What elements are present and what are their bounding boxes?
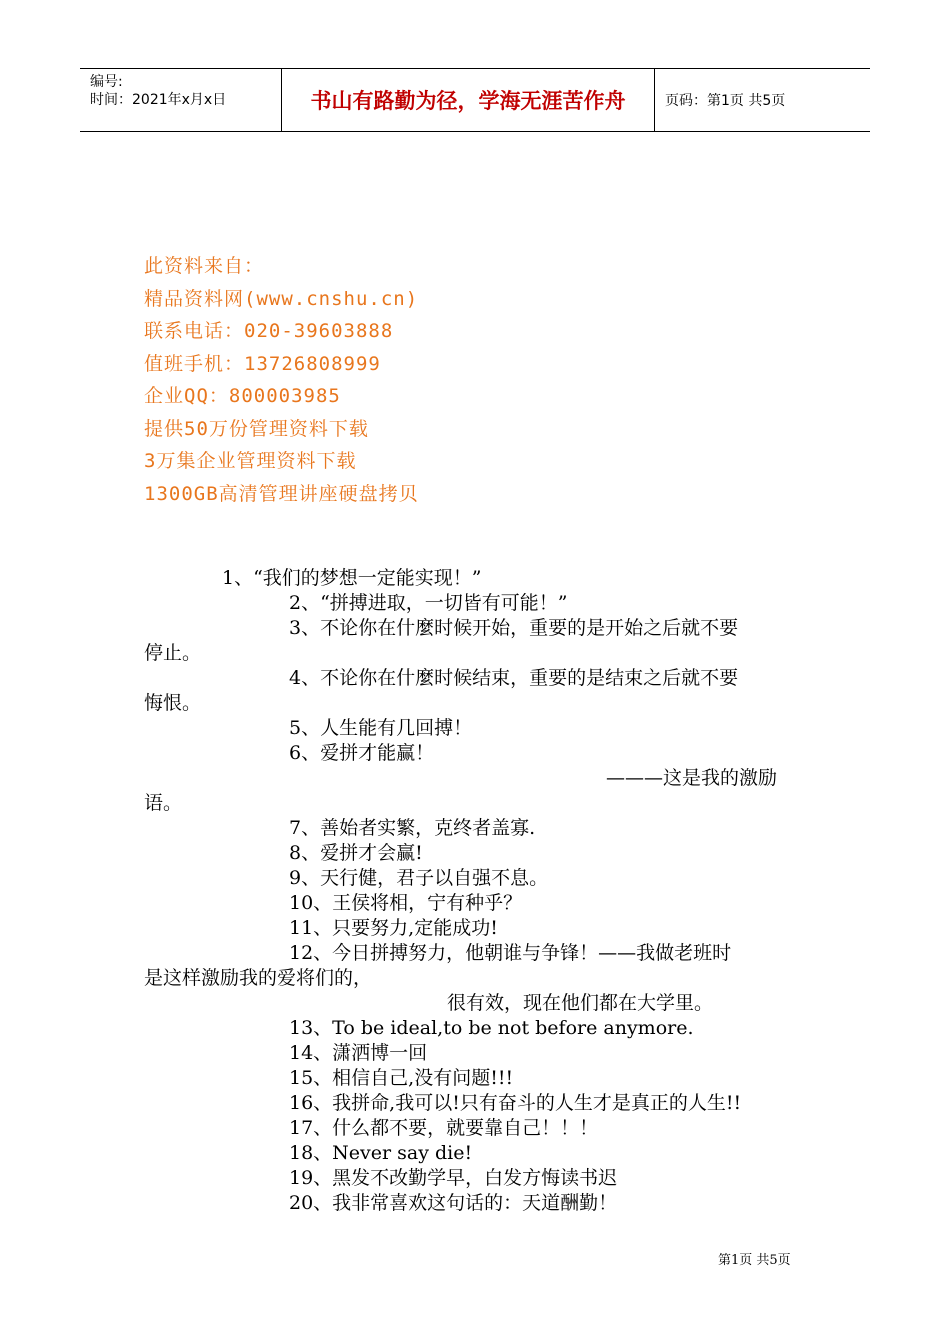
list-item: 10、王侯将相，宁有种乎？: [289, 892, 523, 914]
header-meta-cell: [80, 69, 282, 131]
info-line: 提供50万份管理资料下载: [144, 417, 369, 440]
list-item: 20、我非常喜欢这句话的：天道酬勤！: [289, 1192, 618, 1214]
time-label: 时间：2021年x月x日: [90, 92, 227, 108]
list-item: 18、Never say die!: [289, 1142, 473, 1164]
list-item-cont: 停止。: [144, 642, 202, 664]
list-item: 12、今日拼搏努力，他朝谁与争锋！——我做老班时: [289, 942, 732, 964]
number-label: 编号:: [90, 74, 123, 90]
header-motto-cell: [282, 69, 655, 131]
info-line: 1300GB高清管理讲座硬盘拷贝: [144, 482, 419, 505]
list-item-cont: 悔恨。: [144, 692, 202, 714]
info-line: 值班手机：13726808999: [144, 352, 381, 375]
list-item: 6、爱拼才能赢！: [289, 742, 435, 764]
header-table: [80, 68, 870, 132]
list-item: 16、我拼命,我可以!只有奋斗的人生才是真正的人生!!: [289, 1092, 742, 1114]
page-info: 页码：第1页 共5页: [665, 93, 786, 109]
list-item: 1、“我们的梦想一定能实现！”: [222, 567, 482, 589]
page-footer: 第1页 共5页: [718, 1253, 791, 1268]
info-line: 此资料来自：: [144, 255, 265, 277]
list-item: 4、不论你在什麼时候结束，重要的是结束之后就不要: [289, 667, 739, 689]
list-item: 19、黑发不改勤学早，白发方悔读书迟: [289, 1167, 618, 1189]
list-item: 2、“拼搏进取，一切皆有可能！”: [289, 592, 568, 614]
list-item: 13、To be ideal,to be not before anymore.: [289, 1017, 694, 1039]
list-item: 9、天行健，君子以自强不息。: [289, 867, 549, 889]
info-line: 联系电话：020-39603888: [144, 320, 394, 342]
list-item: 17、什么都不要，就要靠自己！！！: [289, 1117, 599, 1139]
list-item: 11、只要努力,定能成功!: [289, 917, 498, 939]
info-line: 精品资料网(www.cnshu.cn): [144, 287, 419, 310]
source-info-block: [144, 250, 419, 510]
list-item: 3、不论你在什麼时候开始，重要的是开始之后就不要: [289, 617, 739, 639]
list-item-cont: 是这样激励我的爱将们的，: [144, 967, 373, 989]
list-item: 5、人生能有几回搏！: [289, 717, 473, 739]
info-line: 企业QQ：800003985: [144, 385, 341, 407]
list-item: 15、相信自己,没有问题!!!: [289, 1067, 514, 1089]
list-item: 7、善始者实繁，克终者盖寡.: [289, 817, 536, 839]
info-line: 3万集企业管理资料下载: [144, 450, 357, 472]
list-item: 14、潇洒博一回: [289, 1042, 428, 1064]
list-item-cont: ———这是我的激励: [606, 767, 778, 789]
list-item-cont: 很有效，现在他们都在大学里。: [447, 992, 714, 1014]
header-page-cell: [655, 69, 870, 131]
list-item: 8、爱拼才会赢!: [289, 842, 423, 864]
list-item-cont: 语。: [144, 792, 183, 814]
motto-text: 书山有路勤为径，学海无涯苦作舟: [310, 89, 626, 113]
